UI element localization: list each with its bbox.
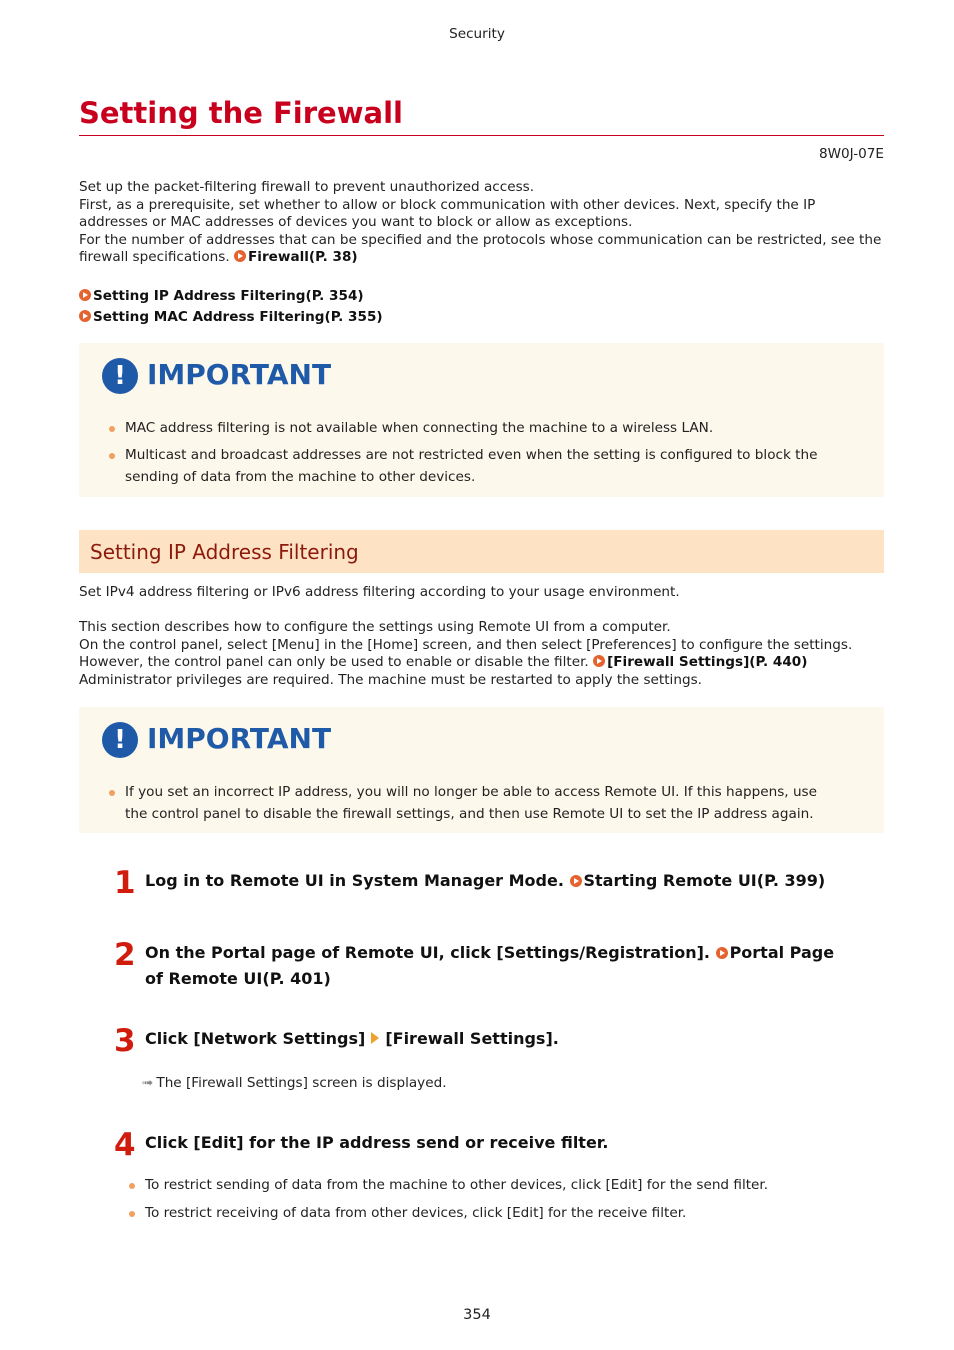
intro-line-3 bbox=[79, 232, 884, 267]
firewall-spec-link[interactable] bbox=[234, 249, 358, 265]
important-label: IMPORTANT bbox=[147, 722, 332, 755]
link-arrow-icon bbox=[593, 655, 605, 667]
step-4-text: Click [Edit] for the IP address send or receive filter. bbox=[145, 1133, 609, 1152]
important-box-1 bbox=[79, 343, 884, 497]
step-4-list bbox=[127, 1174, 887, 1224]
list-item: If you set an incorrect IP address, you will no longer be able to access Remote UI. If this happens, use the control panel to disable the firewall settings, and then use Remote UI to set the IP address again. bbox=[107, 781, 824, 825]
important-label: IMPORTANT bbox=[147, 358, 332, 391]
list-item: To restrict receiving of data from other devices, click [Edit] for the receive filter. bbox=[127, 1202, 887, 1224]
toc-link-ip-filtering[interactable] bbox=[79, 288, 364, 304]
step-3-label-a: Click [Network Settings] bbox=[145, 1029, 366, 1048]
list-item: To restrict sending of data from the machine to other devices, click [Edit] for the send filter. bbox=[127, 1174, 887, 1196]
exclamation-icon: ! bbox=[102, 358, 138, 394]
step-1-text bbox=[145, 868, 845, 894]
step-number: 3 bbox=[114, 1023, 136, 1059]
page-title: Setting the Firewall bbox=[79, 96, 403, 130]
step-3-text bbox=[145, 1026, 845, 1052]
section-line-2-text: On the control panel, select [Menu] in the [Home] screen, and then select [Preferences] to configure the settings. However, the control panel can only be used to enable or disable the filter. bbox=[79, 636, 853, 670]
step-3-label-b: [Firewall Settings]. bbox=[385, 1029, 559, 1048]
important-list bbox=[107, 781, 824, 825]
link-arrow-icon bbox=[716, 947, 728, 959]
document-code: 8W0J-07E bbox=[818, 146, 884, 162]
result-arrow-icon: ➟ bbox=[142, 1075, 154, 1091]
section-heading bbox=[79, 530, 884, 573]
portal-page-link-label: Portal Page of Remote UI(P. 401) bbox=[145, 943, 835, 988]
page-header-section: Security bbox=[449, 26, 505, 42]
section-intro: Set IPv4 address filtering or IPv6 address filtering according to your usage environment. bbox=[79, 584, 680, 600]
intro-paragraph bbox=[79, 179, 884, 267]
menu-separator-icon bbox=[371, 1032, 379, 1044]
step-number: 4 bbox=[114, 1127, 136, 1163]
step-number: 2 bbox=[114, 937, 136, 973]
section-paragraph bbox=[79, 619, 884, 689]
step-number: 1 bbox=[114, 865, 136, 901]
toc-link-label: Setting MAC Address Filtering(P. 355) bbox=[93, 309, 383, 325]
link-arrow-icon bbox=[234, 250, 246, 262]
starting-remote-ui-link-label: Starting Remote UI(P. 399) bbox=[583, 871, 826, 890]
section-line-2 bbox=[79, 637, 884, 672]
list-item: Multicast and broadcast addresses are not restricted even when the setting is configured to block the sending of data from the machine to other devices. bbox=[107, 444, 824, 488]
step-3-result bbox=[142, 1075, 447, 1093]
section-line-1: This section describes how to configure the settings using Remote UI from a computer. bbox=[79, 619, 671, 635]
page-number: 354 bbox=[463, 1307, 491, 1323]
step-2-label: On the Portal page of Remote UI, click [Settings/Registration]. bbox=[145, 943, 710, 962]
step-2-text bbox=[145, 940, 845, 992]
step-3-result-text: The [Firewall Settings] screen is displayed. bbox=[156, 1075, 447, 1091]
important-list bbox=[107, 417, 824, 488]
important-box-2 bbox=[79, 707, 884, 833]
firewall-spec-link-label: Firewall(P. 38) bbox=[248, 249, 358, 265]
title-divider bbox=[79, 135, 884, 136]
intro-line-1: Set up the packet-filtering firewall to prevent unauthorized access. bbox=[79, 179, 535, 195]
intro-line-2: First, as a prerequisite, set whether to allow or block communication with other devices. Next, specify the IP addresses or MAC addresses of devices you want to block or allow as exceptions. bbox=[79, 196, 816, 230]
toc-links bbox=[79, 286, 884, 328]
exclamation-icon: ! bbox=[102, 722, 138, 758]
section-heading-title: Setting IP Address Filtering bbox=[90, 540, 359, 564]
starting-remote-ui-link[interactable] bbox=[570, 871, 826, 890]
intro-line-3-text: For the number of addresses that can be specified and the protocols whose communication can be restricted, see the firewall specifications. bbox=[79, 231, 882, 265]
step-1-label: Log in to Remote UI in System Manager Mode. bbox=[145, 871, 564, 890]
toc-link-label: Setting IP Address Filtering(P. 354) bbox=[93, 288, 364, 304]
toc-link-mac-filtering[interactable] bbox=[79, 309, 383, 325]
link-arrow-icon bbox=[79, 310, 91, 322]
firewall-settings-link-label: [Firewall Settings](P. 440) bbox=[607, 654, 808, 670]
link-arrow-icon bbox=[79, 289, 91, 301]
section-line-3: Administrator privileges are required. The machine must be restarted to apply the settings. bbox=[79, 671, 702, 688]
firewall-settings-link[interactable] bbox=[593, 654, 807, 670]
link-arrow-icon bbox=[570, 875, 582, 887]
list-item: MAC address filtering is not available when connecting the machine to a wireless LAN. bbox=[107, 417, 824, 439]
